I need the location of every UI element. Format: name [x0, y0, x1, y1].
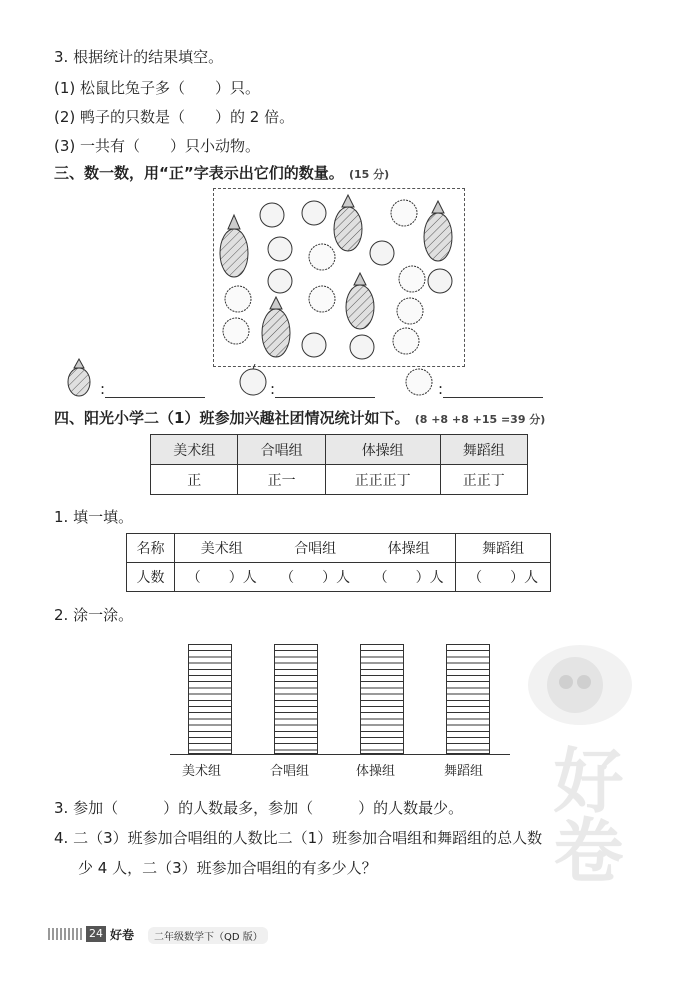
- paint-bar[interactable]: [274, 644, 318, 754]
- q3-item-2: (2) 鸭子的只数是（ ）的 2 倍。: [54, 108, 295, 126]
- fruit-picture: [213, 188, 465, 367]
- tally-header: 体操组: [325, 435, 440, 465]
- footer-book: 二年级数学下（QD 版）: [148, 927, 268, 944]
- mascot-icon: [520, 630, 640, 740]
- footer: [48, 926, 268, 942]
- apple-icon: [302, 201, 326, 225]
- answer-orange: [402, 364, 436, 402]
- q3-title: 3. 根据统计的结果填空。: [54, 48, 224, 66]
- orange-icon: [309, 244, 335, 270]
- fill-group: 合唱组: [294, 541, 337, 557]
- pineapple-icon: [334, 195, 362, 251]
- tally-header: 美术组: [151, 435, 238, 465]
- blank-orange[interactable]: [443, 383, 543, 398]
- tally-mark: 正一: [238, 465, 325, 495]
- watermark-text: 好卷: [542, 744, 624, 884]
- footer-brand: 好卷: [110, 928, 135, 942]
- paint-label: 体操组: [356, 764, 396, 779]
- baseline: [170, 754, 510, 755]
- colon: :: [438, 380, 444, 398]
- tally-mark: 正: [151, 465, 238, 495]
- fill-row2-label: 人数: [127, 563, 175, 592]
- apple-icon: [236, 364, 270, 398]
- footer-pattern: [48, 928, 84, 940]
- section3-points: (15 分): [348, 168, 390, 181]
- paint-title: 2. 涂一涂。: [54, 606, 134, 624]
- apple-icon: [302, 333, 326, 357]
- apple-icon: [370, 241, 394, 265]
- answer-line-orange: [438, 380, 543, 398]
- fill-row1-label: 名称: [127, 534, 175, 563]
- fruit-illustration: [214, 189, 464, 366]
- tally-mark: 正正丁: [440, 465, 527, 495]
- paint-label: 美术组: [182, 764, 222, 779]
- orange-icon: [309, 286, 335, 312]
- blank-pineapple[interactable]: [105, 383, 205, 398]
- answer-pineapple: [62, 358, 96, 402]
- q4-line1: 4. 二（3）班参加合唱组的人数比二（1）班参加合唱组和舞蹈组的总人数: [54, 829, 543, 847]
- fill-table: [126, 533, 551, 592]
- apple-icon: [260, 203, 284, 227]
- pineapple-icon: [346, 273, 374, 329]
- paint-bar[interactable]: [188, 644, 232, 754]
- pineapple-icon: [262, 297, 290, 357]
- colon: :: [270, 380, 276, 398]
- fill-cell[interactable]: （ ）人: [186, 570, 257, 586]
- paint-bar[interactable]: [360, 644, 404, 754]
- q4-line2: 少 4 人，二（3）班参加合唱组的有多少人？: [78, 859, 377, 877]
- fill-group: 体操组: [387, 541, 430, 557]
- q3-item-1: (1) 松鼠比兔子多（ ）只。: [54, 79, 261, 97]
- section4-title-text: 四、阳光小学二（1）班参加兴趣社团情况统计如下。: [54, 409, 410, 427]
- mascot-watermark: [520, 630, 640, 920]
- paint-label: 合唱组: [270, 764, 310, 779]
- fill-title: 1. 填一填。: [54, 508, 134, 526]
- blank-apple[interactable]: [275, 383, 375, 398]
- apple-icon: [428, 269, 452, 293]
- section4-points: (8 +8 +8 +15 =39 分): [414, 413, 546, 426]
- section3-title: [54, 162, 389, 183]
- pineapple-icon: [62, 358, 96, 398]
- tally-header: 舞蹈组: [440, 435, 527, 465]
- answer-apple: [236, 364, 270, 402]
- colon: :: [100, 380, 106, 398]
- orange-icon: [391, 200, 417, 226]
- fill-cell[interactable]: （ ）人: [373, 570, 444, 586]
- orange-icon: [399, 266, 425, 292]
- orange-icon: [225, 286, 251, 312]
- paint-bar[interactable]: [446, 644, 490, 754]
- fill-cell[interactable]: （ ）人: [456, 563, 551, 592]
- orange-icon: [397, 298, 423, 324]
- apple-icon: [268, 269, 292, 293]
- answer-line-pineapple: [100, 380, 205, 398]
- tally-table: [150, 434, 528, 495]
- page-number: 24: [86, 926, 106, 942]
- paint-chart: [170, 640, 510, 760]
- answer-line-apple: [270, 380, 375, 398]
- section3-title-text: 三、数一数，用“正”字表示出它们的数量。: [54, 164, 344, 182]
- fill-group: 舞蹈组: [456, 534, 551, 563]
- q3b: 3. 参加（ ）的人数最多，参加（ ）的人数最少。: [54, 799, 464, 817]
- paint-label: 舞蹈组: [444, 764, 484, 779]
- apple-icon: [350, 335, 374, 359]
- q3-item-3: (3) 一共有（ ）只小动物。: [54, 137, 261, 155]
- orange-icon: [402, 364, 436, 398]
- fill-group: 美术组: [200, 541, 243, 557]
- tally-mark: 正正正丁: [325, 465, 440, 495]
- orange-icon: [393, 328, 419, 354]
- section4-title: [54, 407, 545, 428]
- apple-icon: [268, 237, 292, 261]
- fill-cell[interactable]: （ ）人: [280, 570, 351, 586]
- pineapple-icon: [424, 201, 452, 261]
- orange-icon: [223, 318, 249, 344]
- pineapple-icon: [220, 215, 248, 277]
- tally-header: 合唱组: [238, 435, 325, 465]
